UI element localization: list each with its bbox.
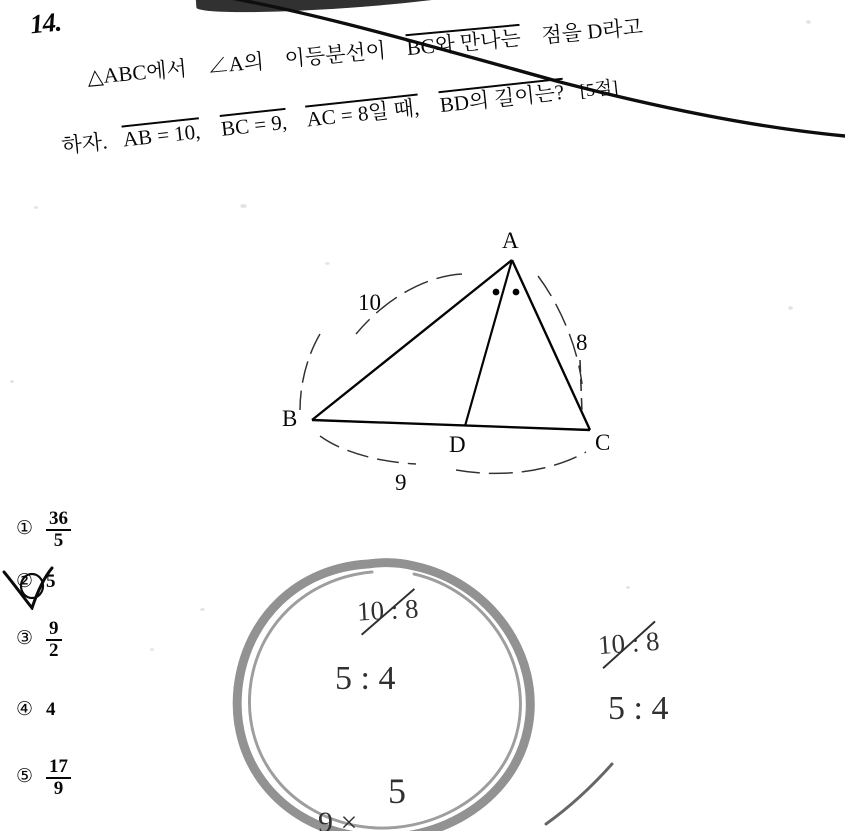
- scan-speck: [240, 204, 247, 208]
- statement-token-bc: BC = 9,: [219, 109, 289, 141]
- statement-token-ab: AB = 10,: [121, 119, 202, 152]
- scan-speck: [150, 648, 154, 651]
- choice-value-fraction: [46, 509, 71, 551]
- choice-value-whole: 4: [46, 698, 56, 720]
- handwriting-ratio-simplified-right: [608, 690, 668, 728]
- statement-token-bc-meets: BC와 만나는: [405, 25, 522, 61]
- fraction-numerator: 17: [49, 756, 68, 777]
- statement-token-bisector: 이등분선이: [283, 38, 387, 72]
- choice-marker: ③: [16, 628, 34, 650]
- figure-side-bc-length: 9: [395, 470, 407, 495]
- scan-speck: [34, 206, 38, 209]
- fraction-numerator: 9: [49, 618, 59, 639]
- statement-token-bd: BD의 길이는?: [438, 79, 566, 118]
- choice-marker: ④: [16, 699, 34, 720]
- selected-answer-checkmark: [2, 566, 56, 610]
- choice-value-fraction: [46, 619, 62, 661]
- choice-marker: ⑤: [16, 766, 34, 788]
- choice-1[interactable]: [16, 508, 71, 550]
- figure-label-a: A: [502, 228, 519, 253]
- choice-3[interactable]: [16, 618, 62, 660]
- triangle-diagram: [250, 230, 670, 520]
- handwriting-bottom-fragment: [388, 770, 406, 812]
- handwriting-ratio-simplified-inside: [335, 660, 395, 698]
- statement-token-points: [5점]: [578, 76, 620, 101]
- scan-speck: [806, 20, 811, 24]
- figure-label-b: B: [282, 406, 298, 431]
- fraction-numerator: 36: [49, 508, 68, 529]
- scan-speck: [200, 608, 205, 611]
- bottom-fragment-2-text: 9 ×: [318, 806, 358, 831]
- stray-pencil-stroke: [540, 760, 620, 830]
- choice-value-whole: 5: [46, 570, 56, 592]
- scan-speck: [626, 586, 630, 589]
- statement-token-haja: 하자.: [60, 129, 109, 159]
- fraction-denominator: 2: [46, 639, 62, 661]
- choice-value-fraction: [46, 757, 71, 799]
- statement-token-ac: AC = 8일 때,: [305, 95, 421, 132]
- scan-edge-shadow: [196, 0, 497, 18]
- statement-token-triangle: △ABC에서: [86, 56, 188, 90]
- fraction-denominator: 5: [46, 529, 71, 551]
- simplified-ratio-text: 5 : 4: [608, 690, 669, 727]
- crossed-ratio-text: 10 : 8: [356, 593, 420, 627]
- choice-marker: ①: [16, 518, 34, 540]
- question-number: 14.: [28, 6, 63, 40]
- bottom-fragment-text: 5: [388, 771, 406, 811]
- handwriting-bottom-fragment-2: [318, 806, 357, 831]
- handwriting-ratio-crossed-right: [597, 626, 661, 661]
- scan-speck: [10, 380, 14, 383]
- crossed-ratio-text: 10 : 8: [596, 625, 661, 661]
- figure-label-c: C: [595, 430, 611, 455]
- choice-marker: ②: [16, 571, 34, 592]
- choice-4[interactable]: [16, 698, 56, 721]
- simplified-ratio-text: 5 : 4: [335, 660, 396, 697]
- choice-5[interactable]: [16, 756, 71, 798]
- fraction-denominator: 9: [46, 777, 71, 799]
- figure-label-d: D: [449, 432, 466, 457]
- geometry-figure: [250, 230, 670, 520]
- handwriting-ratio-crossed-top: [356, 593, 419, 627]
- statement-token-angle-a: ∠A의: [206, 49, 265, 79]
- figure-side-ab-length: 10: [358, 290, 381, 315]
- figure-side-ac-length: 8: [576, 330, 588, 355]
- statement-token-point-d: 점을 D라고: [540, 14, 644, 48]
- scan-speck: [788, 306, 793, 310]
